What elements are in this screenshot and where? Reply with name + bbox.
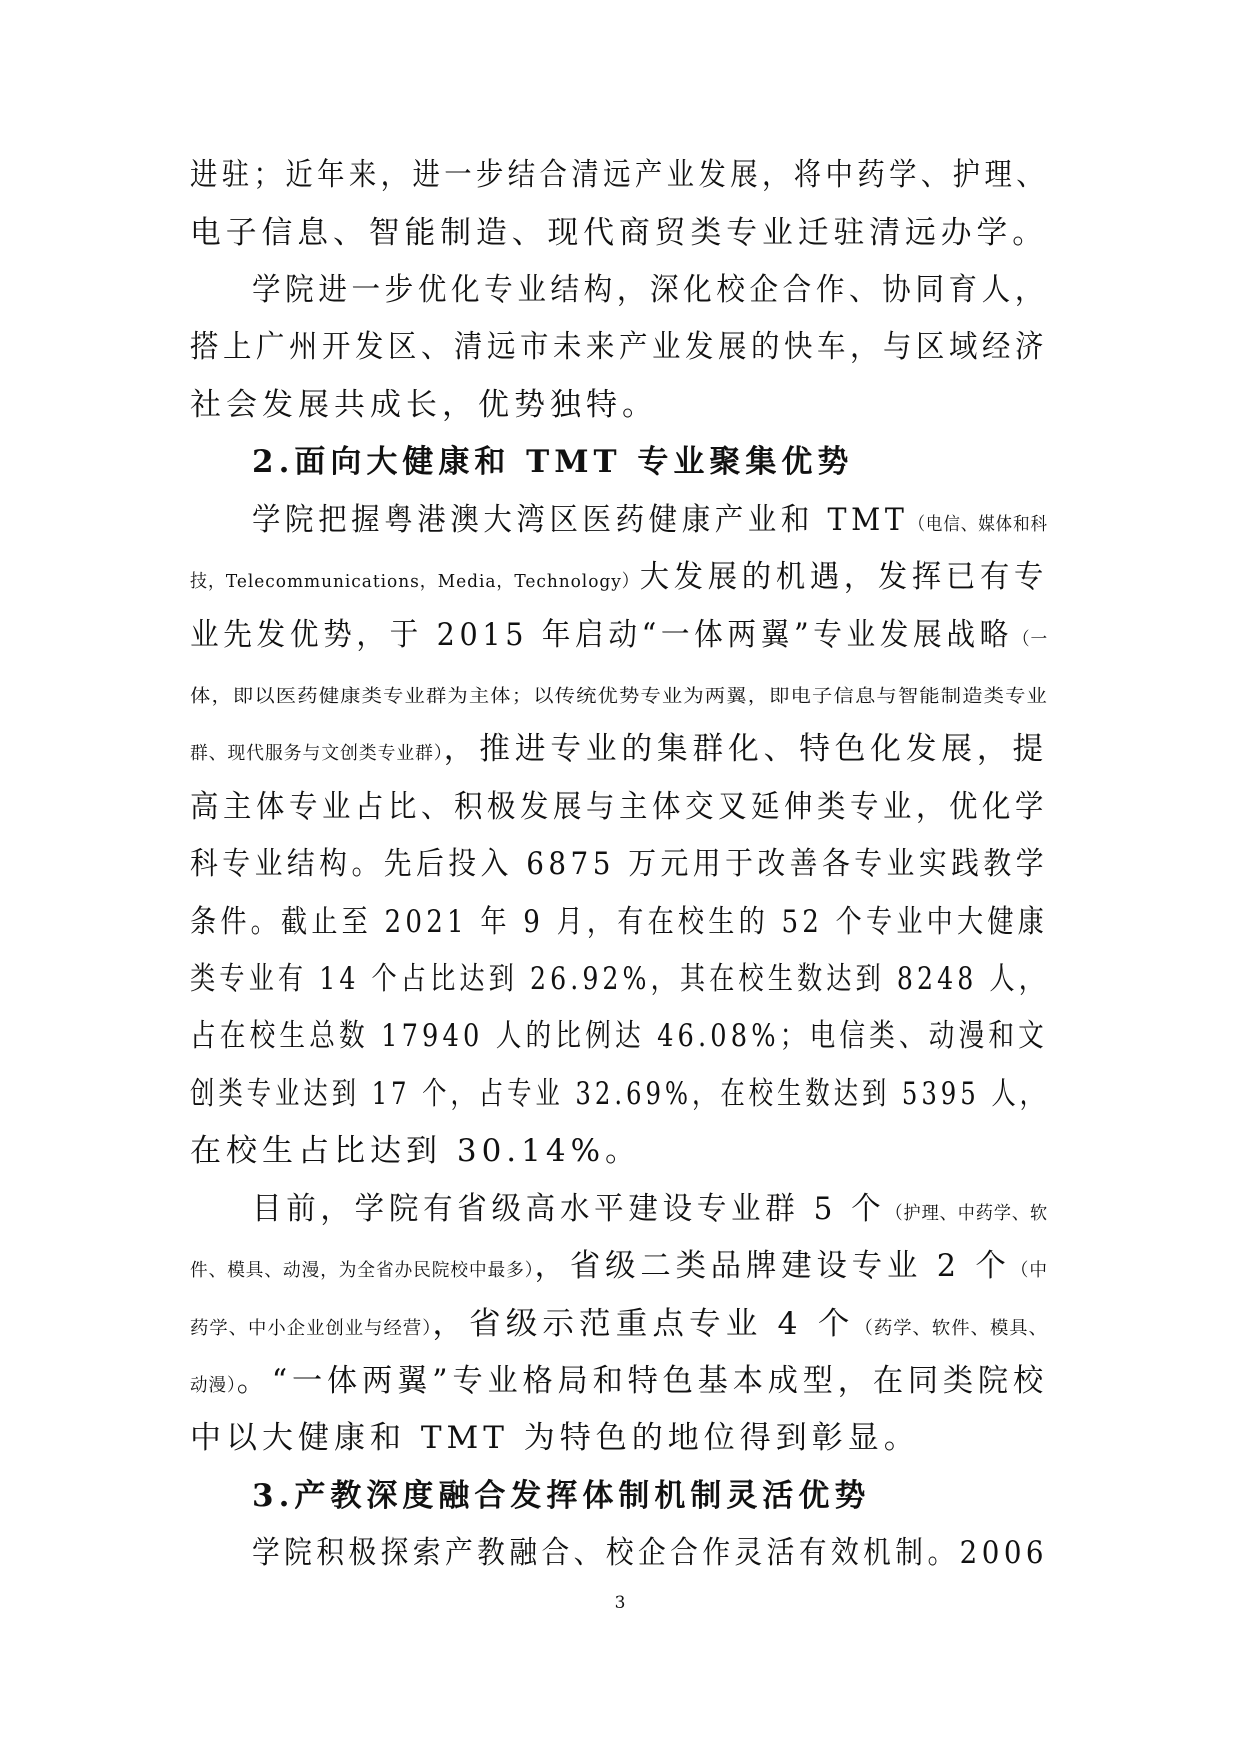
text-line [252, 502, 1048, 538]
text-line [190, 789, 1048, 825]
text-line [252, 1191, 1048, 1227]
text-segment: 2.面向大健康和 TMT 专业聚集优势 [252, 444, 854, 480]
inline-note: （一 [1012, 629, 1048, 650]
inline-note: （护理、中药学、软 [885, 1203, 1048, 1224]
text-segment: 进驻；近年来，进一步结合清远产业发展，将中药学、护理、 [190, 157, 1048, 193]
text-line [190, 677, 1048, 708]
inline-note: 体，即以医药健康类专业群为主体；以传统优势专业为两翼，即电子信息与智能制造类专业 [190, 686, 1048, 707]
text-segment: 占在校生总数 17940 人的比例达 46.08%；电信类、动漫和文 [190, 1018, 1048, 1054]
text-segment: 3.产教深度融合发挥体制机制灵活优势 [252, 1478, 871, 1514]
inline-note: 动漫） [190, 1375, 237, 1396]
inline-note: （中 [1010, 1260, 1048, 1281]
section-heading [252, 1478, 871, 1514]
text-segment: 条件。截止至 2021 年 9 月，有在校生的 52 个专业中大健康 [190, 904, 1048, 940]
text-segment: 类专业有 14 个占比达到 26.92%，其在校生数达到 8248 人， [190, 961, 1048, 997]
page-number: 3 [614, 1593, 626, 1613]
text-segment: 大发展的机遇，发挥已有专 [639, 559, 1048, 595]
text-line [252, 272, 1048, 308]
inline-note: 技，Telecommunications，Media，Technology） [190, 571, 640, 592]
text-line [190, 157, 1048, 193]
text-segment: 学院积极探索产教融合、校企合作灵活有效机制。2006 [252, 1535, 1048, 1571]
text-segment: ，省级二类品牌建设专业 2 个 [534, 1248, 1011, 1284]
text-segment: ，省级示范重点专业 4 个 [432, 1306, 855, 1342]
text-line [190, 387, 658, 423]
text-line [190, 961, 1048, 997]
text-segment: 目前，学院有省级高水平建设专业群 5 个 [252, 1191, 886, 1227]
text-segment: 学院把握粤港澳大湾区医药健康产业和 TMT [252, 502, 909, 538]
text-segment: 学院进一步优化专业结构，深化校企合作、协同育人， [252, 272, 1048, 308]
text-line [190, 1133, 642, 1169]
inline-note: 件、模具、动漫，为全省办民院校中最多） [190, 1260, 535, 1281]
text-line [190, 1076, 1048, 1112]
text-segment: 社会发展共成长，优势独特。 [190, 387, 658, 423]
text-segment: 科专业结构。先后投入 6875 万元用于改善各专业实践教学 [190, 846, 1048, 882]
inline-note: （电信、媒体和科 [908, 514, 1048, 535]
text-line [190, 904, 1048, 940]
text-segment: 搭上广州开发区、清远市未来产业发展的快车，与区域经济 [190, 329, 1048, 365]
text-line [190, 1363, 1048, 1399]
text-line [190, 731, 1048, 767]
text-line [190, 1420, 920, 1456]
inline-note: 群、现代服务与文创类专业群） [190, 743, 444, 764]
text-line [190, 1248, 1048, 1284]
text-segment: 电子信息、智能制造、现代商贸类专业迁驻清远办学。 [190, 215, 1048, 251]
text-line [190, 329, 1048, 365]
inline-note: 药学、中小企业创业与经营） [190, 1318, 433, 1339]
text-segment: ，推进专业的集群化、特色化发展，提 [443, 731, 1048, 767]
section-heading [252, 444, 854, 480]
text-line [190, 846, 1048, 882]
text-line [252, 1535, 1048, 1571]
text-segment: 业先发优势，于 2015 年启动“一体两翼”专业发展战略 [190, 617, 1013, 653]
text-line [190, 1306, 1048, 1342]
text-segment: 中以大健康和 TMT 为特色的地位得到彰显。 [190, 1420, 920, 1456]
text-line [190, 559, 1048, 595]
text-line [190, 1018, 1048, 1054]
text-segment: 。“一体两翼”专业格局和特色基本成型，在同类院校 [236, 1363, 1048, 1399]
text-line [190, 617, 1048, 653]
inline-note: （药学、软件、模具、 [854, 1318, 1048, 1339]
text-line [190, 215, 1048, 251]
text-segment: 高主体专业占比、积极发展与主体交叉延伸类专业，优化学 [190, 789, 1048, 825]
text-segment: 创类专业达到 17 个，占专业 32.69%，在校生数达到 5395 人， [190, 1076, 1048, 1112]
text-segment: 在校生占比达到 30.14%。 [190, 1133, 642, 1169]
